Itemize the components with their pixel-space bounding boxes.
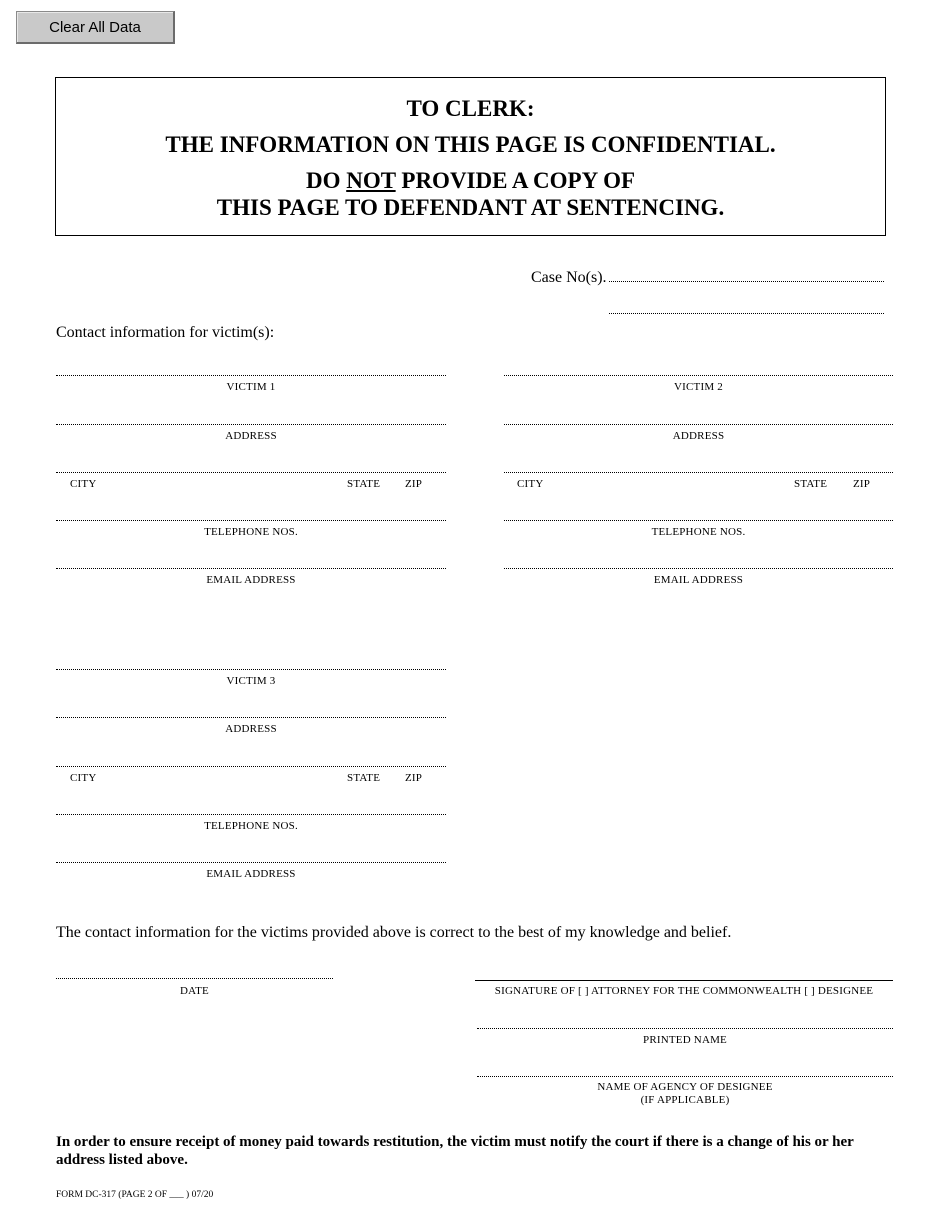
signature-label: SIGNATURE OF [ ] ATTORNEY FOR THE COMMONWEALTH [ ] DESIGNEE [494,985,874,997]
notice-line-1: TO CLERK: [406,96,535,121]
contact-intro: Contact information for victim(s): [56,324,275,341]
victim-2-address-field[interactable] [504,424,893,425]
victim-1-email-label: EMAIL ADDRESS [206,574,296,586]
victim-1-name-field[interactable] [56,375,446,376]
case-number-field-1[interactable] [609,281,884,282]
victim-3-address-label: ADDRESS [225,723,277,735]
case-number-label: Case No(s). [531,269,607,286]
victim-1-city-label: CITY [70,478,97,490]
victim-2-name-field[interactable] [504,375,893,376]
victim-3-name-label: VICTIM 3 [226,675,276,687]
victim-2-city-field[interactable] [504,472,893,473]
form-identifier: FORM DC-317 (PAGE 2 OF ___ ) 07/20 [56,1190,214,1200]
date-field[interactable] [56,978,333,979]
victim-3-email-label: EMAIL ADDRESS [206,868,296,880]
confidential-notice-box [55,77,886,236]
victim-2-zip-label: ZIP [853,478,871,490]
victim-2-name-label: VICTIM 2 [674,381,723,393]
victim-3-phone-label: TELEPHONE NOS. [204,820,298,832]
notice-line-3 [56,167,885,194]
agency-name-label: NAME OF AGENCY OF DESIGNEE [597,1081,773,1093]
victim-1-name-label: VICTIM 1 [226,381,276,393]
notice-line-3-prefix: DO [305,168,347,193]
victim-3-zip-label: ZIP [405,772,423,784]
victim-2-city-label: CITY [517,478,544,490]
notice-line-3-suffix: PROVIDE A COPY OF [395,168,636,193]
victim-3-phone-field[interactable] [56,814,446,815]
victim-2-phone-field[interactable] [504,520,893,521]
victim-1-address-field[interactable] [56,424,446,425]
victim-3-email-field[interactable] [56,862,446,863]
victim-3-address-field[interactable] [56,717,446,718]
victim-1-address-label: ADDRESS [225,430,277,442]
notice-not-emphasis: NOT [346,168,396,193]
restitution-notice: In order to ensure receipt of money paid towards restitution, the victim must notify the court if there is a change of his or her address listed above. [56,1134,854,1168]
victim-2-email-label: EMAIL ADDRESS [653,574,744,586]
victim-3-city-field[interactable] [56,766,446,767]
victim-2-address-label: ADDRESS [672,430,725,442]
victim-2-state-label: STATE [794,478,828,490]
certification-statement: The contact information for the victims provided above is correct to the best of my knowledge and belief. [56,924,732,941]
agency-name-field[interactable] [477,1076,893,1077]
clear-all-data-button[interactable]: Clear All Data [16,11,175,44]
victim-1-phone-label: TELEPHONE NOS. [204,526,298,538]
victim-1-zip-label: ZIP [405,478,423,490]
victim-2-phone-label: TELEPHONE NOS. [651,526,746,538]
signature-field[interactable] [475,980,893,981]
victim-1-state-label: STATE [347,478,381,490]
victim-1-phone-field[interactable] [56,520,446,521]
date-label: DATE [180,985,209,997]
agency-name-sublabel: (IF APPLICABLE) [640,1094,730,1106]
case-number-field-2[interactable] [609,313,884,314]
victim-3-name-field[interactable] [56,669,446,670]
victim-3-state-label: STATE [347,772,381,784]
printed-name-label: PRINTED NAME [643,1034,727,1046]
victim-1-city-field[interactable] [56,472,446,473]
victim-1-email-field[interactable] [56,568,446,569]
victim-3-city-label: CITY [70,772,97,784]
notice-line-2: THE INFORMATION ON THIS PAGE IS CONFIDENTIAL. [165,132,776,157]
notice-line-4: THIS PAGE TO DEFENDANT AT SENTENCING. [216,195,725,220]
printed-name-field[interactable] [477,1028,893,1029]
victim-2-email-field[interactable] [504,568,893,569]
